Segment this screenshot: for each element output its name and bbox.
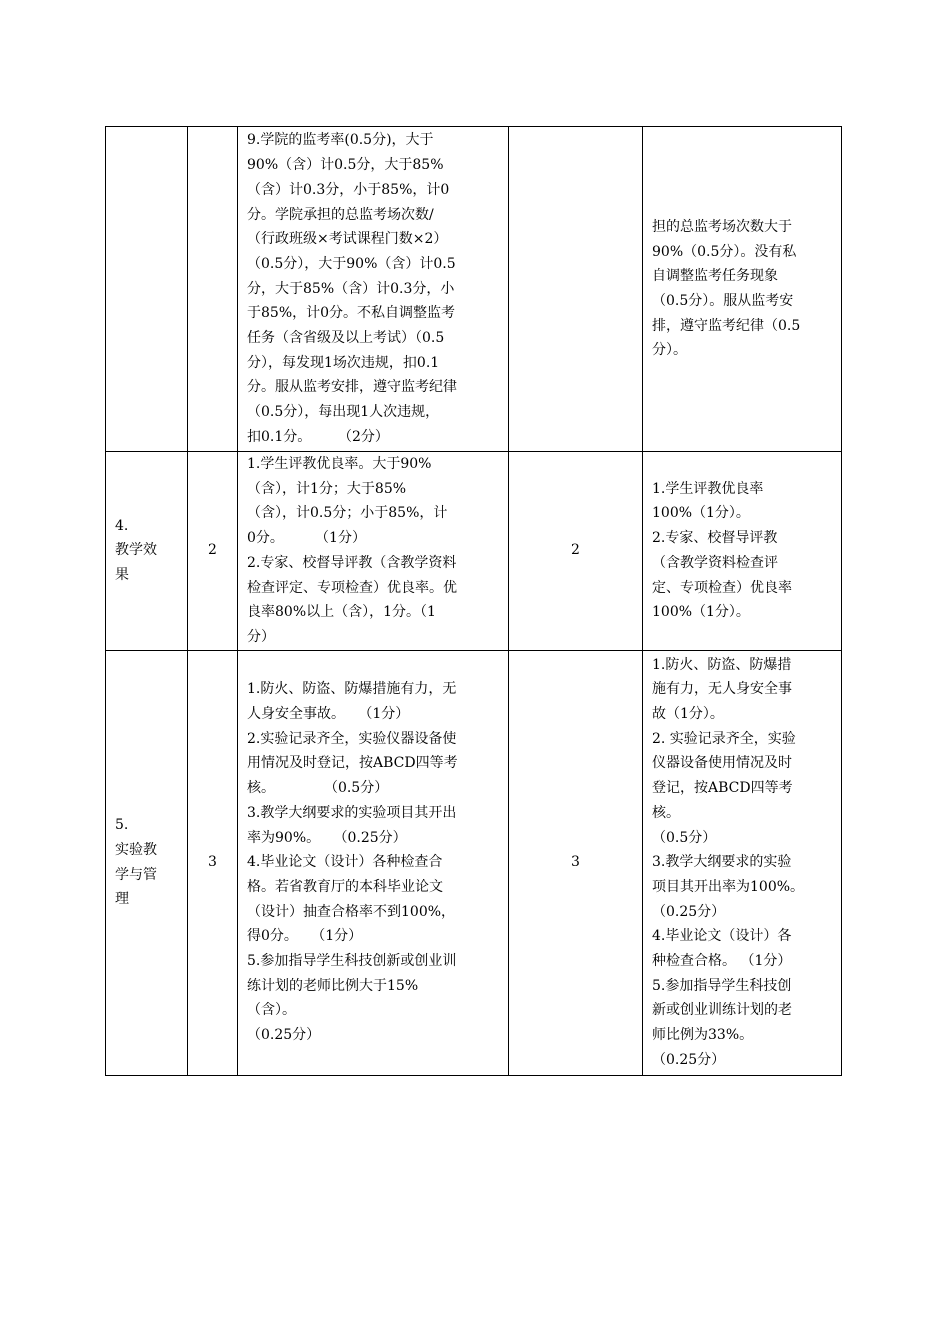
self-assessment-line: 100%（1分）。: [652, 505, 750, 522]
self-assessment-line: 核。: [652, 804, 680, 821]
self-score-value: 2: [571, 542, 580, 559]
criteria-line: 5.参加指导学生科技创新或创业训: [247, 953, 457, 970]
item-label-line: 5.: [115, 817, 129, 834]
criteria-line: （含），计1分；大于85%: [247, 480, 407, 497]
criteria-cell: [238, 650, 509, 1075]
self-score-cell: [509, 650, 643, 1075]
criteria-line: 分），每发现1场次违规，扣0.1: [247, 354, 440, 371]
criteria-line: 扣0.1分。 （2分）: [247, 428, 389, 445]
self-assessment-line: 100%（1分）。: [652, 604, 750, 621]
criteria-line: 90%（含）计0.5分，大于85%: [247, 157, 444, 174]
self-assessment-line: （0.5分）。服从监考安: [652, 293, 794, 309]
score-cell: [188, 127, 238, 452]
criteria-line: 1.学生评教优良率。大于90%: [247, 456, 432, 472]
table-row: [106, 650, 842, 1075]
item-label-line: 理: [115, 891, 129, 908]
self-assessment-line: 担的总监考场次数大于: [652, 218, 792, 235]
criteria-line: （0.5分），大于90%（含）计0.5: [247, 255, 456, 272]
item-cell: [106, 127, 188, 452]
self-assessment-line: 分）。: [652, 342, 687, 359]
self-assessment-line: 项目其开出率为100%。: [652, 878, 805, 895]
self-assessment-cell: [643, 452, 842, 651]
criteria-line: 2.专家、校督导评教（含教学资料: [247, 554, 457, 571]
self-assessment-line: 4.毕业论文（设计）各: [652, 928, 792, 945]
self-assessment-line: 5.参加指导学生科技创: [652, 977, 792, 994]
criteria-line: （0.25分）: [247, 1027, 321, 1044]
criteria-line: 2.实验记录齐全，实验仪器设备使: [247, 730, 457, 747]
criteria-line: （含）计0.3分，小于85%，计0: [247, 181, 450, 198]
item-label-line: 4.: [115, 517, 129, 534]
self-assessment-line: 故（1分）。: [652, 706, 724, 723]
criteria-line: 3.教学大纲要求的实验项目其开出: [247, 804, 457, 821]
criteria-line: 良率80%以上（含），1分。（1: [247, 604, 436, 621]
self-assessment-cell: [643, 650, 842, 1075]
criteria-line: 0分。 （1分）: [247, 530, 366, 547]
item-label-line: 果: [115, 567, 129, 584]
self-assessment-line: 新或创业训练计划的老: [652, 1002, 792, 1019]
criteria-line: 任务（含省级及以上考试）（0.5: [247, 330, 445, 347]
self-assessment-line: （0.25分）: [652, 903, 726, 920]
criteria-line: 核。 （0.5分）: [247, 780, 389, 797]
table-row: [106, 452, 842, 651]
criteria-line: （行政班级×考试课程门数×2）: [247, 231, 448, 248]
table-row: [106, 127, 842, 452]
self-assessment-line: 自调整监考任务现象: [652, 268, 778, 285]
evaluation-table: [105, 126, 842, 1076]
item-label-line: 学与管: [115, 866, 157, 883]
criteria-line: 分，大于85%（含）计0.3分，小: [247, 280, 455, 297]
self-assessment-line: （0.5分）: [652, 829, 717, 846]
criteria-cell: [238, 452, 509, 651]
item-cell: [106, 650, 188, 1075]
score-value: 2: [208, 542, 217, 559]
criteria-line: 分。服从监考安排，遵守监考纪律: [247, 379, 457, 396]
score-cell: [188, 452, 238, 651]
criteria-line: 得0分。 （1分）: [247, 928, 363, 945]
self-assessment-line: 90%（0.5分）。没有私: [652, 243, 797, 260]
self-assessment-line: 仪器设备使用情况及时: [652, 755, 792, 772]
self-assessment-line: 2. 实验记录齐全，实验: [652, 730, 796, 747]
criteria-line: 用情况及时登记，按ABCD四等考: [247, 755, 458, 772]
self-assessment-line: 2.专家、校督导评教: [652, 530, 778, 547]
self-assessment-line: 1.防火、防盗、防爆措: [652, 656, 792, 673]
criteria-line: 4.毕业论文（设计）各种检查合: [247, 854, 443, 871]
item-label-line: 实验教: [115, 841, 157, 858]
criteria-line: 分。学院承担的总监考场次数/: [247, 206, 434, 223]
criteria-line: 于85%，计0分。不私自调整监考: [247, 305, 456, 322]
criteria-line: 练计划的老师比例大于15%: [247, 977, 419, 994]
self-assessment-line: 种检查合格。 （1分）: [652, 953, 792, 970]
self-assessment-line: 登记，按ABCD四等考: [652, 780, 793, 797]
score-cell: [188, 650, 238, 1075]
criteria-line: 分）: [247, 628, 275, 645]
criteria-line: 检查评定、专项检查）优良率。优: [247, 579, 457, 596]
criteria-line: 率为90%。 （0.25分）: [247, 829, 407, 846]
criteria-line: （0.5分），每出现1人次违规，: [247, 404, 440, 421]
criteria-line: 人身安全事故。 （1分）: [247, 706, 410, 723]
criteria-line: 格。若省教育厅的本科毕业论文: [247, 878, 443, 895]
self-assessment-line: （0.25分）: [652, 1051, 726, 1068]
self-assessment-line: 施有力，无人身安全事: [652, 681, 792, 698]
self-assessment-line: （含教学资料检查评: [652, 554, 778, 571]
criteria-line: （含），计0.5分；小于85%，计: [247, 505, 448, 522]
score-value: 3: [208, 854, 217, 871]
self-score-value: 3: [571, 854, 580, 871]
evaluation-table-body: [106, 127, 842, 1076]
self-score-cell: [509, 127, 643, 452]
self-assessment-cell: [643, 127, 842, 452]
self-assessment-line: 师比例为33%。: [652, 1027, 754, 1044]
criteria-line: （设计）抽查合格率不到100%，: [247, 903, 456, 920]
self-assessment-line: 3.教学大纲要求的实验: [652, 854, 792, 871]
self-score-cell: [509, 452, 643, 651]
criteria-line: （含）。: [247, 1002, 296, 1019]
criteria-line: 1.防火、防盗、防爆措施有力，无: [247, 681, 457, 698]
self-assessment-line: 1.学生评教优良率: [652, 480, 764, 497]
self-assessment-line: 定、专项检查）优良率: [652, 579, 792, 596]
self-assessment-line: 排，遵守监考纪律（0.5: [652, 317, 801, 334]
criteria-cell: [238, 127, 509, 452]
criteria-line: 9.学院的监考率(0.5分)，大于: [247, 132, 434, 149]
item-cell: [106, 452, 188, 651]
item-label-line: 教学效: [115, 542, 157, 559]
